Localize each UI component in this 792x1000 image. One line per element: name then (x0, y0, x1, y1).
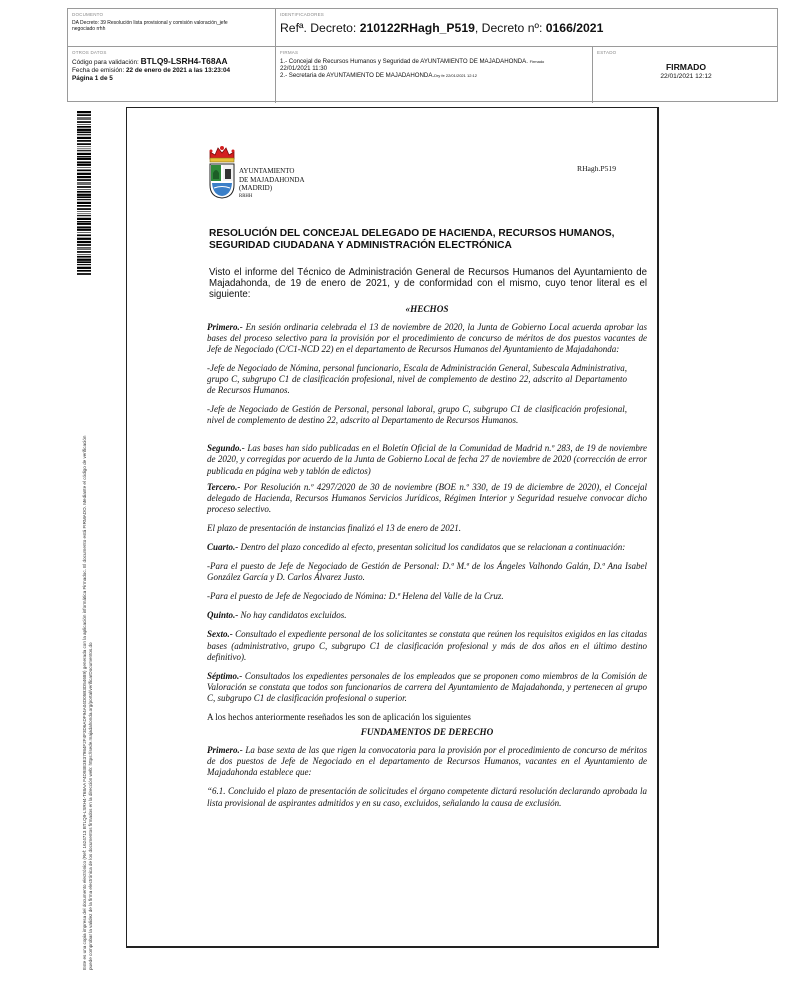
hecho-tercero-text: Por Resolución n.º 4297/2020 de 30 de noviembre (BOE n.º 330, de 19 de diciembre de 2020), el Concejal delegado de Hacienda, Recursos Humanos Servicios Jurídicos, Régimen Interior y Seguridad resuelve convocar dicho proceso selectivo. (207, 481, 647, 514)
hecho-segundo-label: Segundo.- (207, 443, 245, 454)
status-badge: FIRMADO (665, 62, 707, 72)
candidatos-gestion: -Para el puesto de Jefe de Negociado de Gestión de Personal: D.ª M.ª de los Ángeles Valhondo Galán, D.ª Ana Isabel González García y D. Carlos Álvarez Justo. (207, 561, 647, 583)
hecho-primero (207, 322, 647, 355)
hecho-sexto (207, 629, 647, 662)
hecho-quinto-label: Quinto.- (207, 610, 239, 621)
signature-2 (280, 72, 588, 80)
hecho-septimo-text: Consultados los expedientes personales de los empleados que se proponen como miembros de la Comisión de Valoración se constata que todos son funcionarios de carrera del Ayuntamiento de Majadahonda, y pertenecen al grupo C, subgrupo C1 de clasificación profesional o superior. (207, 670, 647, 703)
validation-code-line (72, 57, 271, 67)
intro-paragraph: Visto el informe del Técnico de Administración General de Recursos Humanos del Ayuntamiento de Majadahonda, de 19 de enero de 2021, y de conformidad con el mismo, cuyo tenor literal es el siguiente: (209, 267, 647, 301)
fundamento-primero-label: Primero.- (207, 745, 243, 756)
candidatos-nomina: -Para el puesto de Jefe de Negociado de Nómina: D.ª Helena del Valle de la Cruz. (207, 591, 504, 602)
crown-icon (210, 146, 235, 162)
emission-date: 22 de enero de 2021 a las 13:23:04 (126, 67, 231, 74)
hecho-tercero (207, 482, 647, 515)
firmas-cell (275, 47, 592, 103)
documento-text: DA Decreto: 39 Resolución lista provisional y comisión valoración_jefe negociado rrhh (72, 20, 228, 33)
status-date: 22/01/2021 12:12 (660, 73, 712, 80)
coat-of-arms-icon (207, 145, 237, 199)
letterhead-line-3: (MADRID) (239, 184, 273, 193)
estado-caption: ESTADO (597, 50, 617, 55)
aplicacion-paragraph: A los hechos anteriormente reseñados les son de aplicación los siguientes (207, 712, 471, 723)
verification-note-line-2: puede comprobar la validez de la firma electrónica de los documentos firmados en la dirección web: https://sede.majadahonda.org/portal/verificarDocumentos.do (87, 642, 93, 970)
hecho-sexto-text: Consultado el expediente personal de los solicitantes se constata que reúnen los requisitos exigidos en las citadas bases (administrativo, grupo C, subgrupo C1 de clasificación profesional y más de dos años en el último destino definitivo). (207, 629, 647, 662)
hecho-septimo-label: Séptimo.- (207, 670, 243, 681)
emission-label: Fecha de emisión: (72, 67, 126, 74)
hecho-quinto-text: No hay candidatos excluidos. (238, 610, 347, 621)
letterhead-line-2: DE MAJADAHONDA (239, 175, 305, 184)
document-body (207, 228, 647, 809)
hecho-cuarto-label: Cuarto.- (207, 542, 239, 553)
letterhead-department: RRHH (239, 193, 253, 199)
signature-1-text: 1.- Concejal de Recursos Humanos y Seguridad de AYUNTAMIENTO DE MAJADAHONDA. (280, 58, 528, 65)
otros-datos-caption: OTROS DATOS (72, 50, 107, 55)
vertical-verification-note (82, 100, 93, 970)
puesto-nomina-item: -Jefe de Negociado de Nómina, personal funcionario, Escala de Administración General, Subescala Administrativa, grupo C, subgrupo C1 de clasificación profesional, nivel de complemento de destino 22, adscrito al Departamento de Recursos Humanos. (207, 362, 627, 396)
hechos-heading: «HECHOS (405, 303, 449, 314)
signature-1-date: 22/01/2021 11:30 (280, 64, 327, 72)
hecho-cuarto-text: Dentro del plazo concedido al efecto, presentan solicitud los candidatos que se relacionan a continuación: (238, 542, 626, 553)
hecho-primero-label: Primero.- (207, 321, 243, 332)
otros-datos-cell (68, 47, 275, 103)
document-page (126, 107, 659, 948)
fundamento-primero (207, 745, 647, 778)
signature-1-status: Firmado (529, 59, 545, 64)
hecho-quinto (207, 610, 647, 621)
ref-number: 0166/2021 (545, 21, 604, 35)
municipality-letterhead (239, 167, 305, 201)
document-header (67, 8, 778, 102)
ref-code: 210122RHagh_P519 (359, 21, 475, 35)
plazo-paragraph: El plazo de presentación de instancias finalizó el 13 de enero de 2021. (207, 522, 462, 533)
ref-prefix: Refª. Decreto: (280, 21, 360, 35)
hecho-sexto-label: Sexto.- (207, 629, 233, 640)
puesto-gestion-item: -Jefe de Negociado de Gestión de Personal, personal laboral, grupo C, subgrupo C1 de clasificación profesional, nivel de complemento de destino 22, adscrito al Departamento de Recursos Humanos. (207, 404, 627, 426)
signature-2-text: 2.- Secretaria de AYUNTAMIENTO DE MAJADAHONDA. (280, 71, 435, 79)
verification-note-line-1: Este es una copia impresa del documento electrónico (Ref: 1624713 BTLQ9-LSRH4-T68AA F4D93E3E37984F2F4F3D6ADF94A04D05B3D54689) generada con la aplicación informática Firmadoc. El documento está FIRMADO. Mediante el código de verificación (82, 435, 87, 970)
estado-cell (592, 47, 779, 103)
firmas-caption: FIRMAS (280, 50, 299, 55)
hecho-septimo (207, 671, 647, 704)
signature-2-date: Dry fe 22/01/2021 12:12 (434, 72, 477, 78)
hecho-tercero-label: Tercero.- (207, 481, 241, 492)
header-row-bottom (68, 47, 777, 103)
fundamentos-heading: FUNDAMENTOS DE DERECHO (360, 727, 494, 738)
hecho-segundo (207, 443, 647, 476)
hecho-segundo-text: Las bases han sido publicadas en el Boletín Oficial de la Comunidad de Madrid n.º 283, de 19 de noviembre de 2020, y corregidas por acuerdo de la Junta de Gobierno Local de fecha 27 de noviembre de 2020 (corrección de error publicada en página web y tablón de edictos) (207, 443, 647, 476)
validation-code: BTLQ9-LSRH4-T68AA (140, 56, 228, 66)
documento-caption: DOCUMENTO (72, 12, 104, 17)
letterhead-line-1: AYUNTAMIENTO (239, 167, 295, 175)
ref-mid: , Decreto nº: (474, 21, 546, 35)
shield-icon (210, 164, 234, 198)
fundamento-primero-text: La base sexta de las que rigen la convocatoria para la provisión por el procedimiento de concurso de méritos de dos puestos de Jefe de Negociado en el departamento de Recursos Humanos, vacantes en el Ayuntamiento de Majadahonda establece que: (207, 745, 647, 778)
emission-line (72, 67, 271, 75)
hecho-primero-text: En sesión ordinaria celebrada el 13 de noviembre de 2020, la Junta de Gobierno Local acuerda aprobar las bases del proceso selectivo para la provisión por el procedimiento de concurso de méritos de dos puestos vacantes de Jefe de Negociado (C/C1-NCD 22) en el departamento de Recursos Humanos del Ayuntamiento de Majadahonda: (207, 321, 647, 354)
documento-cell (68, 9, 275, 46)
header-row-top (68, 9, 777, 47)
identificadores-cell (275, 9, 779, 46)
resolution-title: RESOLUCIÓN DEL CONCEJAL DELEGADO DE HACIENDA, RECURSOS HUMANOS, SEGURIDAD CIUDADANA Y ADMINISTRACIÓN ELECTRÓNICA (209, 228, 615, 251)
base-quote: “6.1. Concluido el plazo de presentación de solicitudes el órgano competente dictará resolución declarando aprobada la lista provisional de aspirantes admitidos y en su caso, excluidos, señalando la causa de exclusión. (207, 786, 647, 808)
decree-reference (280, 21, 775, 35)
letterhead-reference: RHagh.P519 (577, 164, 617, 173)
page-indicator: Página 1 de 5 (72, 75, 113, 82)
hecho-cuarto (207, 542, 647, 553)
validation-label: Código para validación: (72, 59, 141, 66)
identificadores-caption: IDENTIFICADORES (280, 12, 325, 17)
